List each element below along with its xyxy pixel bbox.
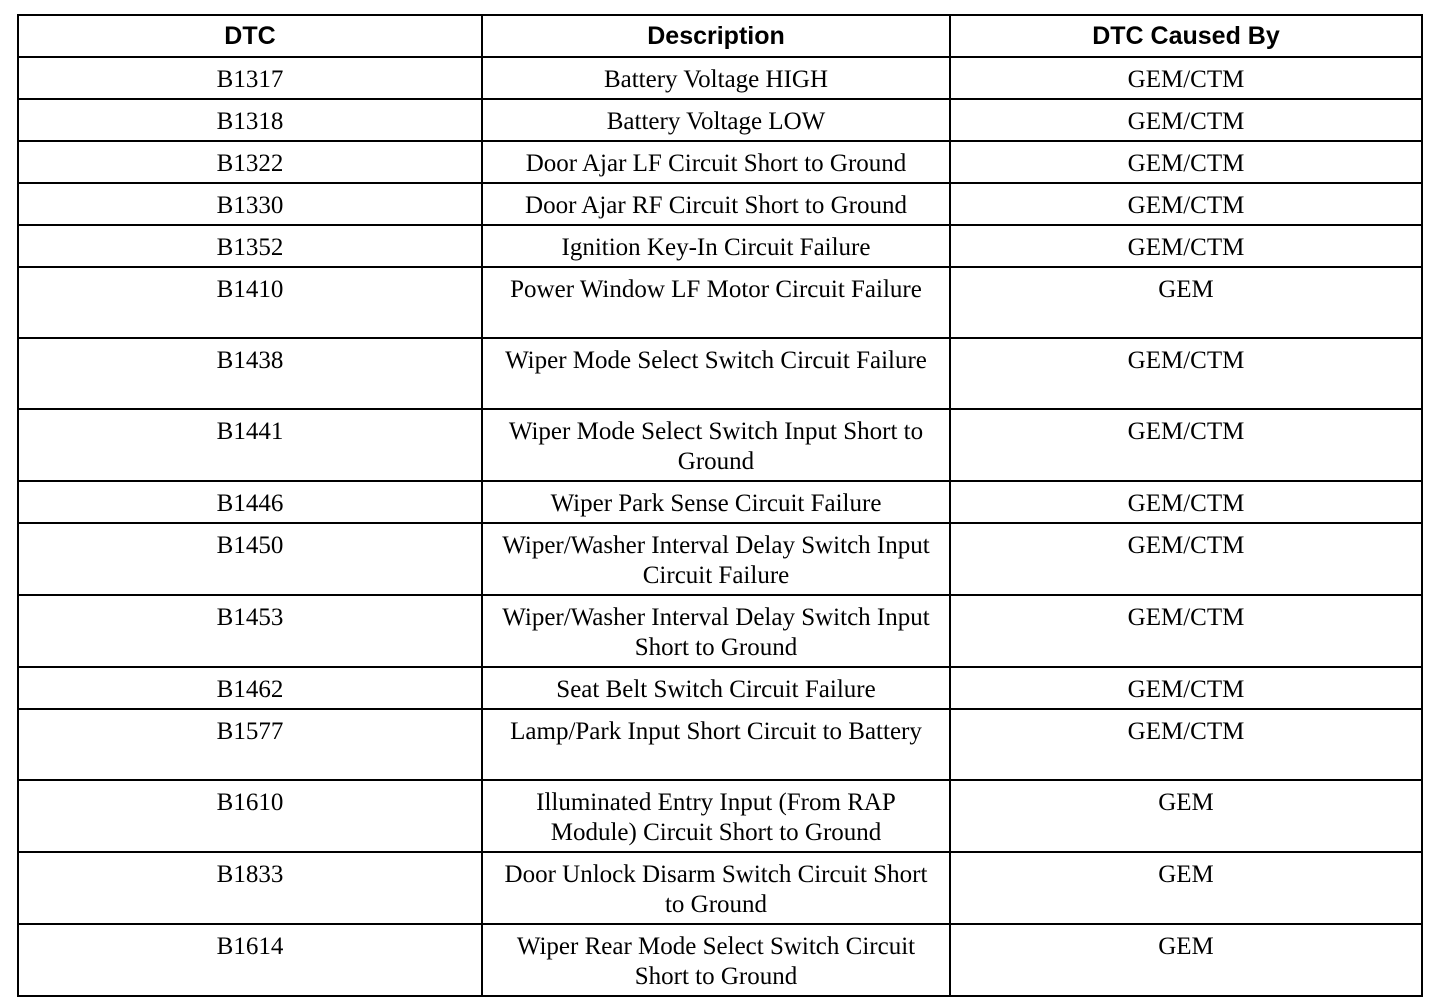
dtc-caused-by: GEM/CTM: [950, 667, 1422, 709]
dtc-caused-by: GEM/CTM: [950, 409, 1422, 481]
dtc-caused-by: GEM/CTM: [950, 141, 1422, 183]
table-row: [18, 852, 1422, 924]
header-description: Description: [482, 15, 950, 57]
dtc-caused-by: GEM/CTM: [950, 225, 1422, 267]
dtc-description: Wiper Rear Mode Select Switch Circuit Short to Ground: [482, 924, 950, 996]
table-row: [18, 409, 1422, 481]
dtc-code: B1614: [18, 924, 482, 996]
dtc-caused-by: GEM/CTM: [950, 183, 1422, 225]
dtc-code: B1318: [18, 99, 482, 141]
dtc-description: Wiper/Washer Interval Delay Switch Input Short to Ground: [482, 595, 950, 667]
dtc-code: B1410: [18, 267, 482, 338]
dtc-caused-by: GEM/CTM: [950, 57, 1422, 99]
table-row: [18, 667, 1422, 709]
dtc-description: Lamp/Park Input Short Circuit to Battery: [482, 709, 950, 780]
dtc-caused-by: GEM/CTM: [950, 99, 1422, 141]
dtc-code: B1352: [18, 225, 482, 267]
table-row: [18, 481, 1422, 523]
dtc-caused-by: GEM: [950, 924, 1422, 996]
dtc-description: Battery Voltage LOW: [482, 99, 950, 141]
dtc-description: Door Ajar RF Circuit Short to Ground: [482, 183, 950, 225]
dtc-code: B1317: [18, 57, 482, 99]
table-row: [18, 523, 1422, 595]
dtc-caused-by: GEM/CTM: [950, 709, 1422, 780]
dtc-code: B1330: [18, 183, 482, 225]
dtc-description: Wiper/Washer Interval Delay Switch Input Circuit Failure: [482, 523, 950, 595]
dtc-code: B1322: [18, 141, 482, 183]
dtc-caused-by: GEM/CTM: [950, 523, 1422, 595]
dtc-code: B1610: [18, 780, 482, 852]
dtc-code: B1441: [18, 409, 482, 481]
dtc-description: Ignition Key-In Circuit Failure: [482, 225, 950, 267]
dtc-description: Seat Belt Switch Circuit Failure: [482, 667, 950, 709]
dtc-description: Battery Voltage HIGH: [482, 57, 950, 99]
header-caused-by: DTC Caused By: [950, 15, 1422, 57]
header-row: [18, 15, 1422, 57]
dtc-caused-by: GEM: [950, 852, 1422, 924]
header-dtc: DTC: [18, 15, 482, 57]
dtc-code: B1438: [18, 338, 482, 409]
dtc-description: Wiper Mode Select Switch Circuit Failure: [482, 338, 950, 409]
table-row: [18, 709, 1422, 780]
dtc-description: Door Unlock Disarm Switch Circuit Short to Ground: [482, 852, 950, 924]
dtc-caused-by: GEM/CTM: [950, 481, 1422, 523]
dtc-code: B1577: [18, 709, 482, 780]
dtc-description: Wiper Mode Select Switch Input Short to Ground: [482, 409, 950, 481]
table-row: [18, 780, 1422, 852]
dtc-description: Illuminated Entry Input (From RAP Module) Circuit Short to Ground: [482, 780, 950, 852]
dtc-description: Wiper Park Sense Circuit Failure: [482, 481, 950, 523]
dtc-description: Power Window LF Motor Circuit Failure: [482, 267, 950, 338]
table-row: [18, 225, 1422, 267]
table-row: [18, 267, 1422, 338]
table-row: [18, 141, 1422, 183]
dtc-caused-by: GEM/CTM: [950, 595, 1422, 667]
dtc-code: B1453: [18, 595, 482, 667]
table-row: [18, 924, 1422, 996]
dtc-caused-by: GEM/CTM: [950, 338, 1422, 409]
dtc-code: B1450: [18, 523, 482, 595]
table-row: [18, 57, 1422, 99]
table-row: [18, 183, 1422, 225]
table-row: [18, 595, 1422, 667]
dtc-caused-by: GEM: [950, 267, 1422, 338]
dtc-caused-by: GEM: [950, 780, 1422, 852]
dtc-code: B1446: [18, 481, 482, 523]
dtc-description: Door Ajar LF Circuit Short to Ground: [482, 141, 950, 183]
table-row: [18, 338, 1422, 409]
dtc-table: [17, 14, 1423, 997]
table-row: [18, 99, 1422, 141]
dtc-code: B1833: [18, 852, 482, 924]
dtc-code: B1462: [18, 667, 482, 709]
